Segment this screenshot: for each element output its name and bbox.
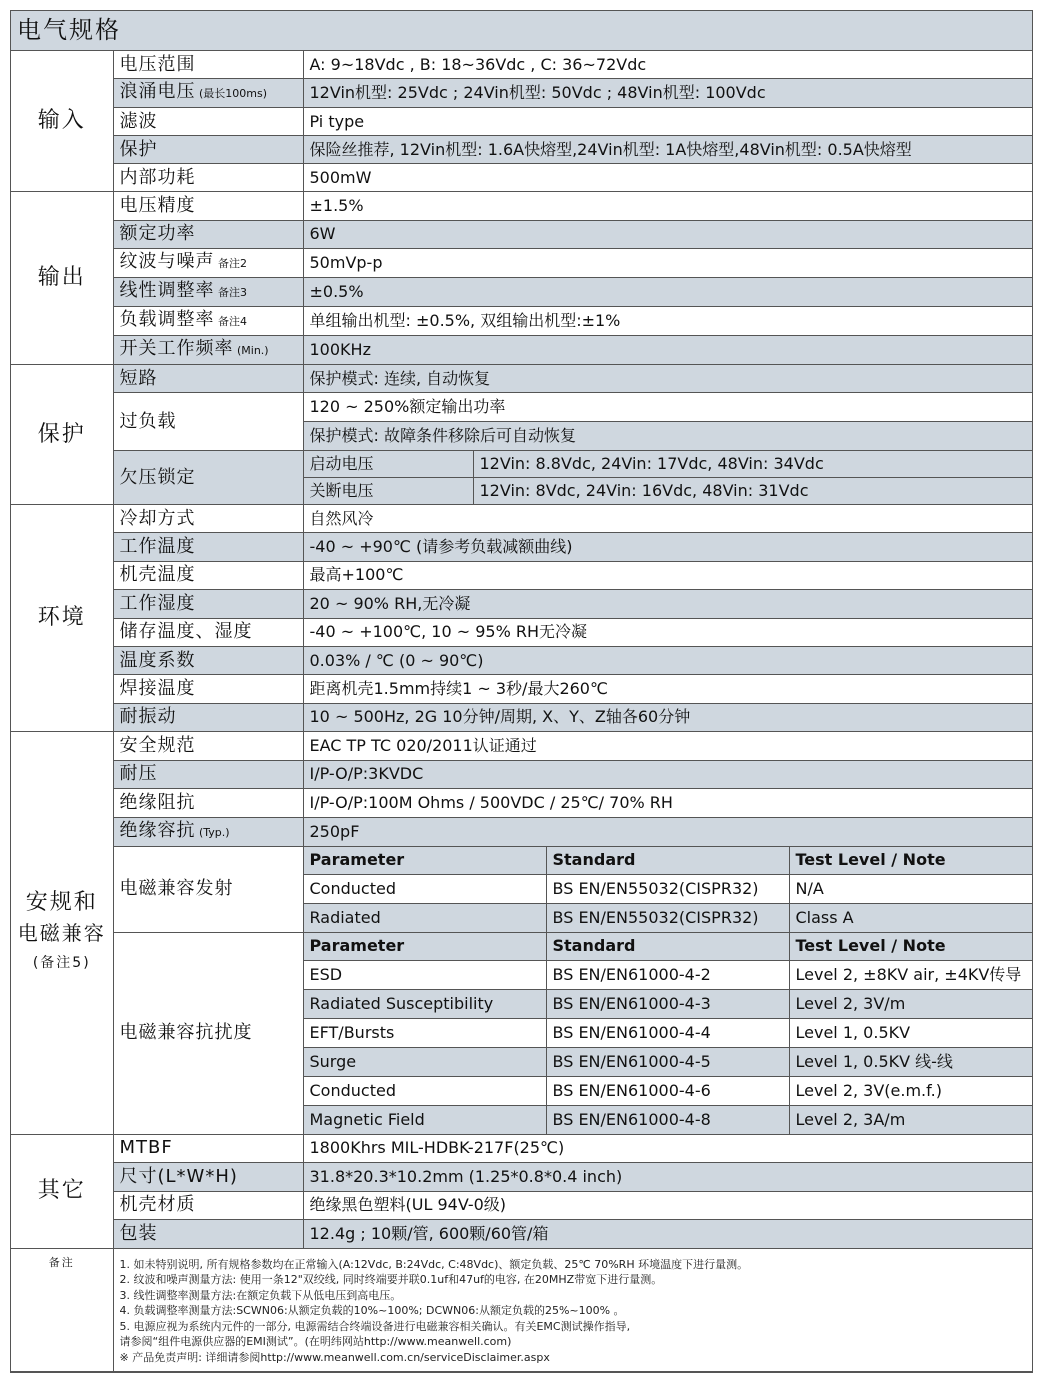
- spec-label-text: 线性调整率: [119, 280, 215, 301]
- spec-label: [113, 220, 303, 249]
- emc-standard: BS EN/EN61000-4-2: [546, 960, 789, 989]
- spec-label-text: 耐振动: [119, 706, 177, 728]
- spec-row: [11, 533, 1032, 561]
- spec-value: 20 ~ 90% RH,无冷凝: [303, 590, 1032, 618]
- spec-value: 31.8*20.3*10.2mm (1.25*0.8*0.4 inch): [303, 1163, 1032, 1192]
- spec-label-text: MTBF: [119, 1137, 173, 1159]
- emc-level: Level 2, 3A/m: [789, 1105, 1032, 1134]
- spec-label-text: 耐压: [119, 763, 158, 785]
- emc-header: Parameter: [303, 846, 546, 874]
- spec-row: [11, 789, 1032, 818]
- spec-label: [113, 675, 303, 703]
- spec-value: -40 ~ +100℃, 10 ~ 95% RH无冷凝: [303, 618, 1032, 646]
- spec-row: [11, 646, 1032, 674]
- note-line: 请参阅“组件电源供应器的EMI测试”。(在明纬网站http://www.meanwell.com): [119, 1335, 512, 1349]
- spec-label: [113, 192, 303, 221]
- section-label-line2: 电磁兼容: [17, 920, 106, 945]
- spec-label-text: 浪涌电压: [119, 81, 196, 102]
- spec-label-text: 电压范围: [119, 53, 196, 75]
- spec-row: [11, 51, 1032, 79]
- spec-value: 绝缘黑色塑料(UL 94V-0级): [303, 1191, 1032, 1220]
- spec-row: [11, 393, 1032, 422]
- spec-label-text: 储存温度、湿度: [119, 621, 253, 643]
- spec-label: [113, 590, 303, 618]
- spec-value: I/P-O/P:100M Ohms / 500VDC / 25℃/ 70% RH: [303, 789, 1032, 818]
- emc-level: Level 2, 3V(e.m.f.): [789, 1076, 1032, 1105]
- note-line: 3. 线性调整率测量方法:在额定负载下从低电压到高电压。: [119, 1288, 402, 1302]
- spec-label: [113, 533, 303, 561]
- emc-level: Level 1, 0.5KV: [789, 1018, 1032, 1047]
- spec-sheet: [10, 10, 1033, 1373]
- spec-value: Pi type: [303, 108, 1032, 136]
- spec-value: 自然风冷: [303, 505, 1032, 533]
- spec-label: [113, 1191, 303, 1220]
- note-line: 2. 纹波和噪声测量方法: 使用一条12"双绞线, 同时终端要并联0.1uf和47uf的电容, 在20MHZ带宽下进行量测。: [119, 1273, 663, 1287]
- spec-label-text: 绝缘阻抗: [119, 791, 196, 813]
- spec-label-text: 安全规范: [119, 734, 196, 756]
- notes-list: [120, 1249, 1027, 1372]
- emc-level: N/A: [789, 874, 1032, 903]
- emc-standard: BS EN/EN61000-4-4: [546, 1018, 789, 1047]
- spec-row: [11, 505, 1032, 533]
- note-line: 4. 负载调整率测量方法:SCWN06:从额定负载的10%~100%; DCWN06:从额定负载的25%~100% 。: [119, 1304, 625, 1318]
- spec-row: [11, 164, 1032, 192]
- emc-standard: BS EN/EN61000-4-6: [546, 1076, 789, 1105]
- spec-value: 12Vin: 8Vdc, 24Vin: 16Vdc, 48Vin: 31Vdc: [473, 478, 1032, 505]
- spec-value: 单组输出机型: ±0.5%, 双组输出机型:±1%: [303, 307, 1032, 336]
- section-label: 输入: [11, 51, 113, 192]
- section-label: [11, 732, 113, 1135]
- spec-value: 12Vin: 8.8Vdc, 24Vin: 17Vdc, 48Vin: 34Vdc: [473, 451, 1032, 478]
- spec-value: 500mW: [303, 164, 1032, 192]
- spec-row: [11, 760, 1032, 789]
- spec-label: [113, 249, 303, 278]
- spec-label-suffix: 备注2: [214, 257, 247, 270]
- emc-emission-label: 电磁兼容发射: [113, 846, 303, 932]
- section-title: 电气规格: [11, 11, 1032, 51]
- spec-label: [113, 278, 303, 307]
- spec-label-text: 保护: [119, 138, 158, 160]
- emc-level: Level 2, ±8KV air, ±4KV传导: [789, 960, 1032, 989]
- spec-value: 50mVp-p: [303, 249, 1032, 278]
- spec-label-text: 工作湿度: [119, 592, 196, 614]
- spec-value: 距离机壳1.5mm持续1 ~ 3秒/最大260℃: [303, 675, 1032, 703]
- spec-label: [113, 732, 303, 761]
- emc-header: Test Level / Note: [789, 932, 1032, 960]
- emc-parameter: Radiated Susceptibility: [303, 989, 546, 1018]
- emc-parameter: ESD: [303, 960, 546, 989]
- spec-row: [11, 1191, 1032, 1220]
- spec-row: [11, 336, 1032, 365]
- spec-label: [113, 618, 303, 646]
- spec-row: [11, 703, 1032, 731]
- notes-cell: [113, 1248, 1032, 1372]
- spec-label-text: 焊接温度: [119, 678, 196, 700]
- emc-parameter: Radiated: [303, 903, 546, 932]
- spec-label-text: 工作温度: [119, 536, 196, 558]
- section-label-line1: 安规和: [25, 889, 98, 915]
- emc-standard: BS EN/EN55032(CISPR32): [546, 903, 789, 932]
- notes-row: [11, 1248, 1032, 1372]
- section-label: 输出: [11, 192, 113, 365]
- spec-row: [11, 590, 1032, 618]
- spec-value: 10 ~ 500Hz, 2G 10分钟/周期, X、Y、Z轴各60分钟: [303, 703, 1032, 731]
- spec-value: ±1.5%: [303, 192, 1032, 221]
- spec-row: [11, 307, 1032, 336]
- spec-label: 欠压锁定: [113, 451, 303, 505]
- emc-level: Level 2, 3V/m: [789, 989, 1032, 1018]
- spec-label: [113, 164, 303, 192]
- spec-label: [113, 817, 303, 846]
- spec-label: [113, 79, 303, 108]
- emc-level: Class A: [789, 903, 1032, 932]
- spec-value: 12.4g ; 10颗/管, 600颗/60管/箱: [303, 1220, 1032, 1249]
- spec-table: [11, 51, 1032, 1372]
- emc-parameter: Conducted: [303, 874, 546, 903]
- spec-label-text: 冷却方式: [119, 507, 196, 529]
- spec-row: [11, 79, 1032, 108]
- spec-label-suffix: 备注3: [214, 286, 247, 299]
- spec-row: [11, 192, 1032, 221]
- emc-header: Test Level / Note: [789, 846, 1032, 874]
- spec-label-text: 电压精度: [119, 194, 196, 216]
- spec-label: 短路: [113, 365, 303, 393]
- note-line: ※ 产品免责声明: 详细请参阅http://www.meanwell.com.cn/serviceDisclaimer.aspx: [119, 1350, 550, 1364]
- spec-label-text: 滤波: [119, 110, 158, 132]
- spec-label-text: 包装: [119, 1222, 158, 1244]
- section-label: 保护: [11, 365, 113, 505]
- spec-row: [11, 732, 1032, 761]
- spec-label: [113, 789, 303, 818]
- spec-label: [113, 703, 303, 731]
- spec-sublabel: 关断电压: [303, 478, 473, 505]
- spec-row: [11, 365, 1032, 393]
- spec-row: [11, 278, 1032, 307]
- spec-label-text: 机壳材质: [119, 1194, 196, 1216]
- spec-value: I/P-O/P:3KVDC: [303, 760, 1032, 789]
- section-label: 环境: [11, 505, 113, 732]
- emc-parameter: Magnetic Field: [303, 1105, 546, 1134]
- spec-row: [11, 249, 1032, 278]
- spec-sublabel: 启动电压: [303, 451, 473, 478]
- spec-row: [11, 561, 1032, 589]
- spec-label: [113, 108, 303, 136]
- emc-standard: BS EN/EN61000-4-8: [546, 1105, 789, 1134]
- spec-label-suffix: (Min.): [233, 344, 269, 357]
- spec-row: [11, 1163, 1032, 1192]
- section-label: 备注: [11, 1248, 113, 1372]
- spec-label-suffix: (Typ.): [195, 825, 230, 839]
- spec-row: [11, 1134, 1032, 1163]
- spec-label: [113, 336, 303, 365]
- spec-value: 100KHz: [303, 336, 1032, 365]
- emc-level: Level 1, 0.5KV 线-线: [789, 1047, 1032, 1076]
- spec-label: [113, 760, 303, 789]
- spec-label: [113, 505, 303, 533]
- spec-label: [113, 1134, 303, 1163]
- spec-label-text: 绝缘容抗: [119, 819, 196, 841]
- emc-header-row: [11, 846, 1032, 874]
- spec-value: 120 ~ 250%额定输出功率: [303, 393, 1032, 422]
- emc-header: Standard: [546, 846, 789, 874]
- emc-parameter: Conducted: [303, 1076, 546, 1105]
- spec-label: [113, 1220, 303, 1249]
- spec-row: [11, 220, 1032, 249]
- section-label: 其它: [11, 1134, 113, 1248]
- spec-value: A: 9~18Vdc , B: 18~36Vdc , C: 36~72Vdc: [303, 51, 1032, 79]
- spec-row: [11, 136, 1032, 164]
- emc-standard: BS EN/EN61000-4-3: [546, 989, 789, 1018]
- spec-label-text: 开关工作频率: [119, 338, 234, 359]
- spec-row: [11, 618, 1032, 646]
- spec-row: [11, 1220, 1032, 1249]
- spec-value: 250pF: [303, 817, 1032, 846]
- spec-row: [11, 108, 1032, 136]
- spec-value: 0.03% / ℃ (0 ~ 90℃): [303, 646, 1032, 674]
- spec-value: ±0.5%: [303, 278, 1032, 307]
- spec-value: 保险丝推荐, 12Vin机型: 1.6A快熔型,24Vin机型: 1A快熔型,48Vin机型: 0.5A快熔型: [303, 136, 1032, 164]
- section-label-note: (备注5): [32, 954, 91, 971]
- spec-row: [11, 451, 1032, 478]
- spec-value: 12Vin机型: 25Vdc ; 24Vin机型: 50Vdc ; 48Vin机型: 100Vdc: [303, 79, 1032, 108]
- spec-label-text: 温度系数: [119, 649, 196, 671]
- spec-value: 6W: [303, 220, 1032, 249]
- spec-label-text: 纹波与噪声: [119, 251, 215, 272]
- spec-value: EAC TP TC 020/2011认证通过: [303, 732, 1032, 761]
- spec-value: 保护模式: 连续, 自动恢复: [303, 365, 1032, 393]
- spec-label: 过负载: [113, 393, 303, 451]
- spec-label: [113, 1163, 303, 1192]
- emc-immunity-label: 电磁兼容抗扰度: [113, 932, 303, 1134]
- spec-value: 最高+100℃: [303, 561, 1032, 589]
- emc-header: Standard: [546, 932, 789, 960]
- spec-label: [113, 307, 303, 336]
- spec-label-text: 额定功率: [119, 223, 196, 245]
- spec-label: [113, 51, 303, 79]
- emc-parameter: EFT/Bursts: [303, 1018, 546, 1047]
- spec-label-suffix: (最长100ms): [195, 87, 268, 100]
- spec-row: [11, 817, 1032, 846]
- emc-standard: BS EN/EN61000-4-5: [546, 1047, 789, 1076]
- spec-value: 1800Khrs MIL-HDBK-217F(25℃): [303, 1134, 1032, 1163]
- emc-header: Parameter: [303, 932, 546, 960]
- spec-value: -40 ~ +90℃ (请参考负载减额曲线): [303, 533, 1032, 561]
- spec-label-suffix: 备注4: [214, 315, 247, 328]
- spec-label-text: 负载调整率: [119, 309, 215, 330]
- spec-label: [113, 561, 303, 589]
- spec-label-text: 机壳温度: [119, 564, 196, 586]
- emc-parameter: Surge: [303, 1047, 546, 1076]
- emc-standard: BS EN/EN55032(CISPR32): [546, 874, 789, 903]
- note-line: 5. 电源应视为系统内元件的一部分, 电源需结合终端设备进行电磁兼容相关确认。有关EMC测试操作指导,: [119, 1319, 631, 1333]
- spec-label: [113, 646, 303, 674]
- note-line: 1. 如未特别说明, 所有规格参数均在正常输入(A:12Vdc, B:24Vdc, C:48Vdc)、额定负载、25℃ 70%RH 环境温度下进行量测。: [119, 1257, 749, 1271]
- spec-row: [11, 675, 1032, 703]
- spec-label-text: 尺寸(L*W*H): [119, 1165, 238, 1187]
- spec-value: 保护模式: 故障条件移除后可自动恢复: [303, 422, 1032, 451]
- spec-label-text: 内部功耗: [119, 166, 196, 188]
- emc-header-row: [11, 932, 1032, 960]
- spec-label: [113, 136, 303, 164]
